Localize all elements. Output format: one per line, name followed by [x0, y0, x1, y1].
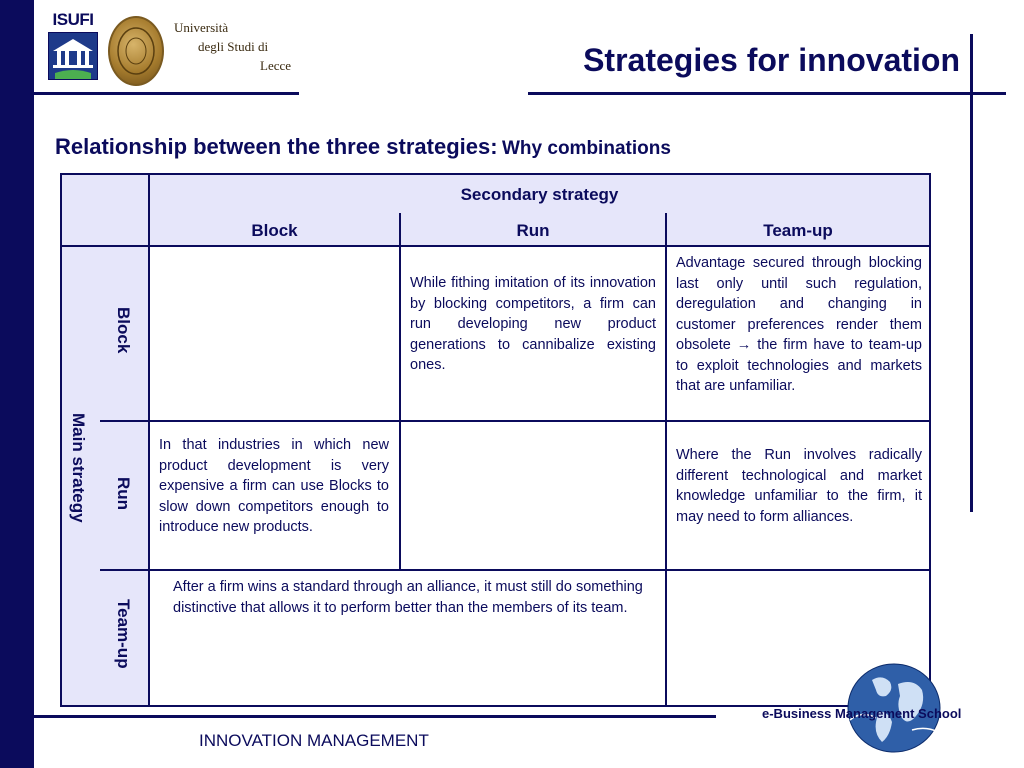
- university-seal-icon: [108, 16, 164, 86]
- cell-run-team-up: Where the Run involves radically different technological and market knowledge unfamiliar to the firm, it may need to form alliances.: [676, 447, 922, 525]
- row-divider-2: [100, 569, 929, 571]
- cell-team-up-block-run: After a firm wins a standard through an alliance, it must still do something distinctive that allows it to perform better than the members of its team.: [173, 579, 643, 616]
- subtitle-main: Relationship between the three strategies:: [55, 134, 498, 159]
- strategy-matrix-table: [60, 173, 931, 707]
- arrow-right-icon: →: [736, 337, 752, 353]
- column-divider-2: [665, 213, 667, 705]
- left-sidebar-bar: [0, 0, 34, 768]
- row-header-block: Block: [114, 307, 133, 354]
- column-header-run: Run: [516, 221, 550, 240]
- school-name: e-Business Management School: [762, 706, 962, 721]
- main-strategy-label: Main strategy: [69, 413, 88, 523]
- subtitle-emphasis: Why combinations: [502, 138, 671, 159]
- cell-block-team-up-part1: Advantage secured through blocking last only until such regulation, deregulation and changing in customer preferences render them obsolete: [676, 255, 922, 353]
- column-header-block: Block: [251, 221, 298, 240]
- column-divider-1: [399, 213, 401, 571]
- row-header-team-up: Team-up: [114, 599, 133, 669]
- row-header-run: Run: [114, 477, 133, 511]
- university-line-1: Università: [174, 20, 229, 35]
- footer-divider: [34, 715, 716, 718]
- cell-block-team-up-part2: the firm have to team-up to exploit technologies and markets that are unfamiliar.: [676, 337, 922, 394]
- university-line-2: degli Studi di: [198, 39, 269, 54]
- row-header-divider: [148, 175, 150, 705]
- isufi-emblem-icon: [48, 32, 98, 80]
- isufi-label: ISUFI: [52, 10, 94, 29]
- slide-subtitle: [55, 134, 671, 160]
- isufi-logo: [48, 10, 98, 82]
- header-divider-left: [34, 92, 299, 95]
- footer-course-title: INNOVATION MANAGEMENT: [199, 731, 429, 750]
- secondary-strategy-header: Secondary strategy: [460, 185, 619, 204]
- cell-block-run: While fithing imitation of its innovation by blocking competitors, a firm can run developing new product generations to cannibalize existing ones.: [410, 275, 656, 373]
- page-title: Strategies for innovation: [583, 42, 960, 78]
- header-divider-right: [528, 92, 1006, 95]
- cell-run-block: In that industries in which new product development is very expensive a firm can use Blocks to slow down competitors enough to introduce new products.: [159, 437, 389, 535]
- cell-block-team-up: [676, 253, 922, 397]
- university-line-3: Lecce: [260, 58, 292, 73]
- row-divider-1: [100, 420, 929, 422]
- column-header-team-up: Team-up: [763, 221, 833, 240]
- header-row-divider: [62, 245, 929, 247]
- university-name: [160, 20, 300, 80]
- header-divider-vertical: [970, 34, 973, 512]
